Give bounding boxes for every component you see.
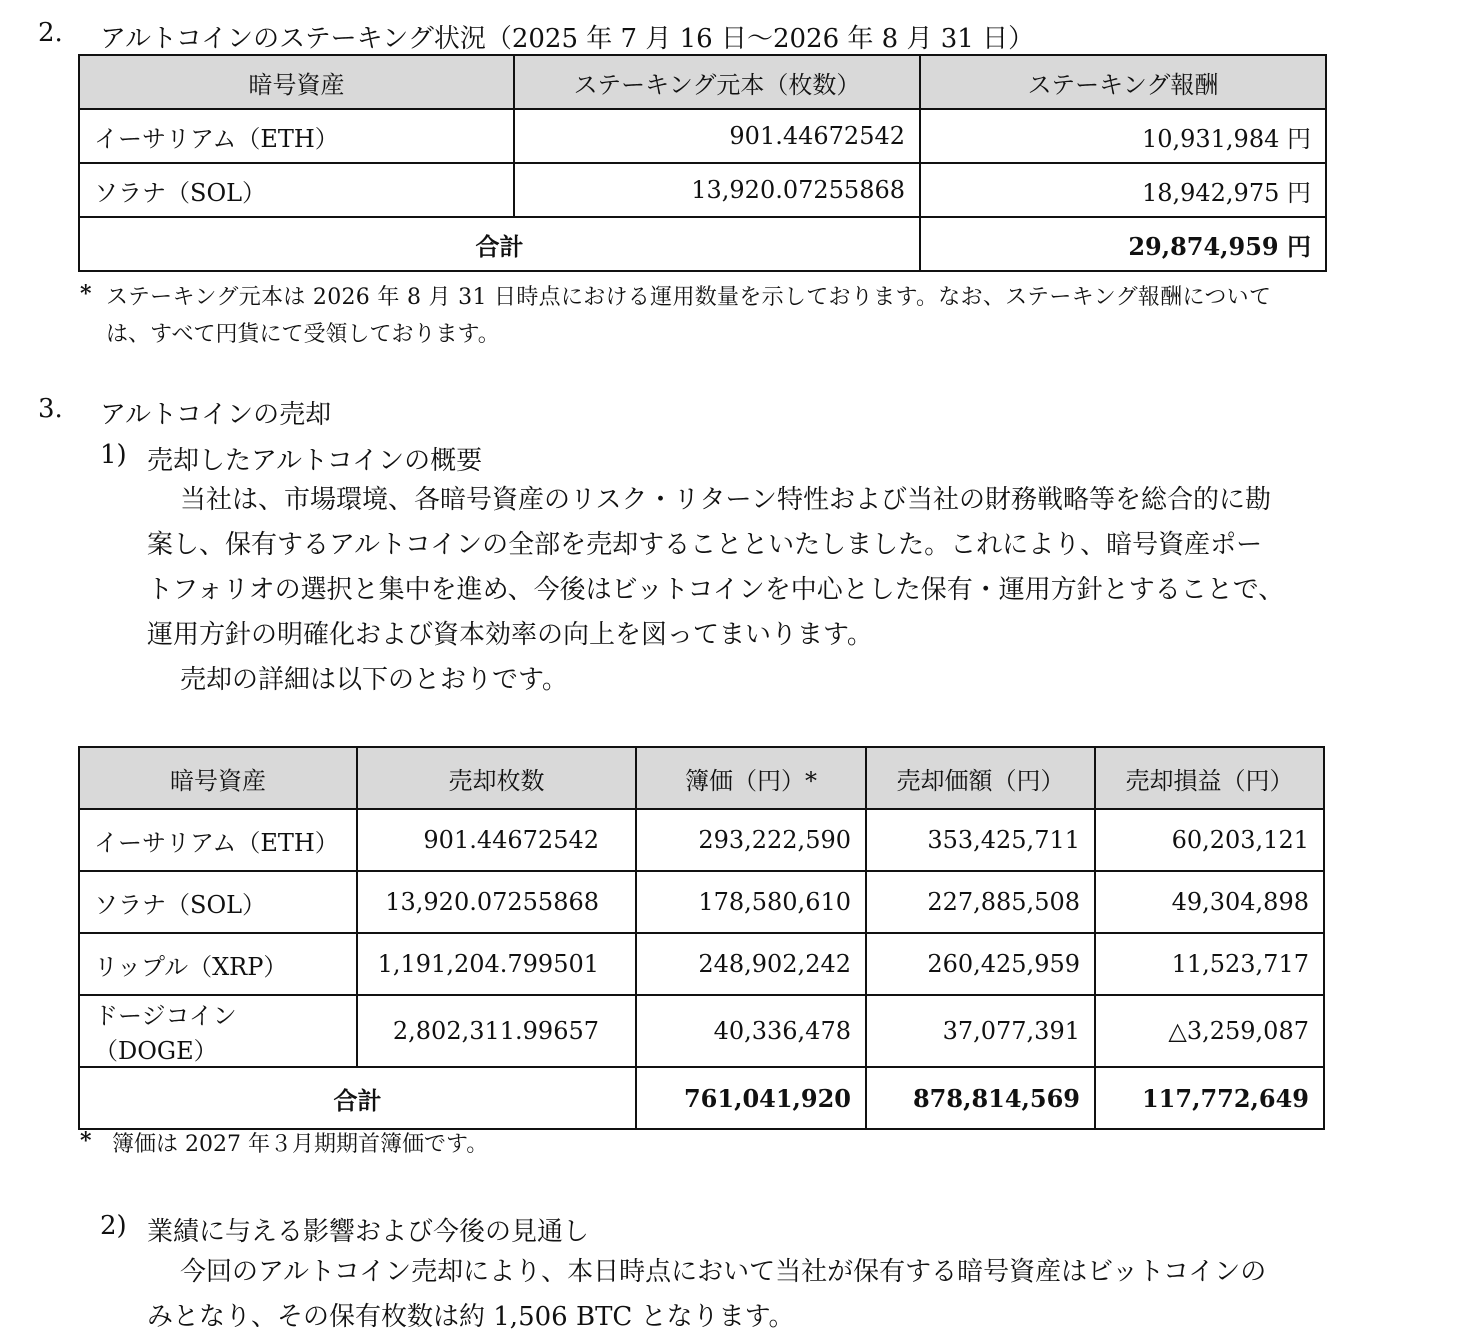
section3-number: 3. <box>38 394 63 424</box>
sales-header-quantity: 売却枚数 <box>357 747 636 809</box>
sub1-para-line: トフォリオの選択と集中を進め、今後はビットコインを中心とした保有・運用方針とすることで、 <box>147 575 1285 605</box>
staking-principal-cell: 901.44672542 <box>514 109 920 163</box>
table-row <box>79 933 1324 995</box>
sales-gain-loss-cell: 49,304,898 <box>1095 871 1324 933</box>
sales-table <box>78 746 1325 1130</box>
sub1-para2: 売却の詳細は以下のとおりです。 <box>180 665 568 695</box>
staking-header-principal: ステーキング元本（枚数） <box>514 55 920 109</box>
table-row <box>79 809 1324 871</box>
staking-table <box>78 54 1327 272</box>
staking-total-label: 合計 <box>79 217 920 271</box>
sales-header-asset: 暗号資産 <box>79 747 357 809</box>
sub2-para-line: みとなり、その保有枚数は約 1,506 BTC となります。 <box>147 1302 795 1332</box>
staking-note-line1: ステーキング元本は 2026 年 8 月 31 日時点における運用数量を示しております。なお、ステーキング報酬について <box>106 285 1272 310</box>
sales-quantity-cell: 13,920.07255868 <box>357 871 636 933</box>
table-row <box>79 109 1326 163</box>
staking-reward-cell: 10,931,984 円 <box>920 109 1326 163</box>
sales-note: 簿価は 2027 年３月期期首簿価です。 <box>112 1132 489 1157</box>
section2-number: 2. <box>38 18 63 48</box>
staking-principal-cell: 13,920.07255868 <box>514 163 920 217</box>
sales-header-gain-loss: 売却損益（円） <box>1095 747 1324 809</box>
sub1-number: 1) <box>100 440 127 470</box>
sales-book-value-cell: 40,336,478 <box>636 995 866 1067</box>
section3-title: アルトコインの売却 <box>100 400 332 430</box>
sales-book-value-cell: 178,580,610 <box>636 871 866 933</box>
staking-reward-cell: 18,942,975 円 <box>920 163 1326 217</box>
sales-gain-loss-cell: 60,203,121 <box>1095 809 1324 871</box>
sales-quantity-cell: 901.44672542 <box>357 809 636 871</box>
sub1-title: 売却したアルトコインの概要 <box>147 446 483 476</box>
sales-header-book-value: 簿価（円）* <box>636 747 866 809</box>
sales-total-gain-loss: 117,772,649 <box>1095 1067 1324 1129</box>
sub2-title: 業績に与える影響および今後の見通し <box>147 1217 590 1247</box>
sales-total-sale-price: 878,814,569 <box>866 1067 1095 1129</box>
sub1-para-line: 運用方針の明確化および資本効率の向上を図ってまいります。 <box>147 620 873 650</box>
sales-gain-loss-cell: △3,259,087 <box>1095 995 1324 1067</box>
sales-book-value-cell: 248,902,242 <box>636 933 866 995</box>
sales-asset-cell: ドージコイン（DOGE） <box>79 995 357 1067</box>
staking-asset-cell: イーサリアム（ETH） <box>79 109 514 163</box>
sales-total-label: 合計 <box>79 1067 636 1129</box>
sub1-para-line: 当社は、市場環境、各暗号資産のリスク・リターン特性および当社の財務戦略等を総合的に勘 <box>180 485 1271 515</box>
sales-header-row <box>79 747 1324 809</box>
sales-gain-loss-cell: 11,523,717 <box>1095 933 1324 995</box>
sales-note-star: * <box>80 1128 92 1154</box>
sales-total-book-value: 761,041,920 <box>636 1067 866 1129</box>
staking-asset-cell: ソラナ（SOL） <box>79 163 514 217</box>
sales-asset-cell: イーサリアム（ETH） <box>79 809 357 871</box>
sub2-para-line: 今回のアルトコイン売却により、本日時点において当社が保有する暗号資産はビットコインの <box>180 1257 1267 1287</box>
staking-header-row <box>79 55 1326 109</box>
sales-total-row <box>79 1067 1324 1129</box>
staking-note-line2: は、すべて円貨にて受領しております。 <box>106 322 500 347</box>
staking-total-value: 29,874,959 円 <box>920 217 1326 271</box>
sales-quantity-cell: 2,802,311.99657 <box>357 995 636 1067</box>
sub1-para-line: 案し、保有するアルトコインの全部を売却することといたしました。これにより、暗号資産ポー <box>147 530 1263 560</box>
sales-sale-price-cell: 260,425,959 <box>866 933 1095 995</box>
sales-sale-price-cell: 353,425,711 <box>866 809 1095 871</box>
sales-quantity-cell: 1,191,204.799501 <box>357 933 636 995</box>
sales-header-sale-price: 売却価額（円） <box>866 747 1095 809</box>
sales-asset-cell: リップル（XRP） <box>79 933 357 995</box>
staking-header-reward: ステーキング報酬 <box>920 55 1326 109</box>
sales-book-value-cell: 293,222,590 <box>636 809 866 871</box>
staking-total-row <box>79 217 1326 271</box>
section2-title: アルトコインのステーキング状況（2025 年 7 月 16 日～2026 年 8 月 31 日） <box>100 24 1035 54</box>
sales-sale-price-cell: 227,885,508 <box>866 871 1095 933</box>
sales-sale-price-cell: 37,077,391 <box>866 995 1095 1067</box>
sales-asset-cell: ソラナ（SOL） <box>79 871 357 933</box>
staking-note-star: * <box>80 281 92 307</box>
staking-header-asset: 暗号資産 <box>79 55 514 109</box>
table-row <box>79 995 1324 1067</box>
table-row <box>79 163 1326 217</box>
table-row <box>79 871 1324 933</box>
sub2-number: 2) <box>100 1211 127 1241</box>
